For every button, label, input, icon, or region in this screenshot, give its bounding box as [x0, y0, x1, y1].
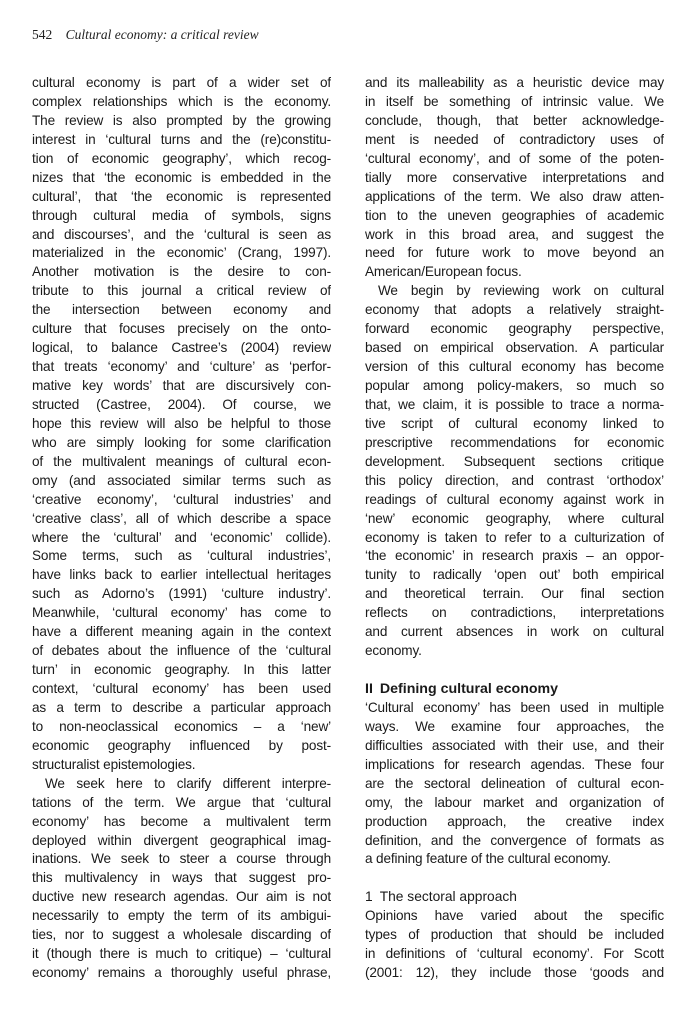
text-line: hope this review will also be helpful to those	[32, 415, 331, 431]
text-line: and discourses’, and the ‘cultural is seen as	[32, 226, 331, 242]
text-line: conclude, though, that better acknowledge-	[365, 112, 664, 128]
text-line: ‘creative economy’, ‘cultural industries’ and	[32, 491, 331, 507]
text-line: and theoretical terrain. Our final section	[365, 586, 664, 602]
text-line: ‘creative class’, all of which describe a space	[32, 510, 331, 526]
text-line: omy, the labour market and organization of	[365, 794, 664, 810]
spacer	[365, 661, 664, 680]
text-line: Some terms, such as ‘cultural industries’,	[32, 548, 331, 564]
text-line: and its malleability as a heuristic device may	[365, 75, 664, 90]
text-line: necessarily to empty the term of its ambigui-	[32, 908, 331, 924]
text-line: economy is taken to refer to a culturization of	[365, 529, 664, 545]
text-line: ways. We examine four approaches, the	[365, 718, 664, 734]
text-line: mative key words’ that are discursively con-	[32, 378, 331, 393]
text-line: inations. We seek to steer a course through	[32, 851, 331, 867]
text-line: economic geography influenced by post-	[32, 737, 331, 753]
section-heading	[365, 680, 664, 699]
text-line: development. Subsequent sections critique	[365, 453, 664, 469]
text-line: deployed within divergent geographical imag-	[32, 832, 331, 848]
text-line: that treats ‘economy’ and ‘culture’ as ‘perfor-	[32, 359, 331, 375]
text-line: ment is needed of contradictory uses of	[365, 131, 664, 147]
text-line: in itself be something of intrinsic value. We	[365, 93, 664, 109]
right-column	[365, 74, 664, 983]
text-line: economy’ has become a multivalent term	[32, 813, 331, 829]
text-line: need for future work to move beyond an	[365, 245, 664, 261]
running-head	[32, 27, 259, 43]
page-number: 542	[32, 27, 53, 42]
text-line: ties, nor to suggest a wholesale discarding of	[32, 927, 331, 943]
text-line: have links back to earlier intellectual heritages	[32, 567, 331, 583]
running-title: Cultural economy: a critical review	[65, 27, 259, 42]
text-line: The review is also prompted by the growing	[32, 112, 331, 128]
text-line: tially more conservative interpretations and	[365, 169, 664, 185]
text-line: interest in ‘cultural turns and the (re)constitu-	[32, 131, 331, 147]
text-line: ductive new research agendas. Our aim is not	[32, 889, 331, 905]
text-line: implications for research agendas. These four	[365, 756, 664, 772]
text-line: through cultural media of symbols, signs	[32, 207, 331, 223]
text-line: economy’ remains a thoroughly useful phrase,	[32, 965, 331, 981]
text-line: tunity to radically ‘open out’ both empirical	[365, 567, 664, 583]
text-line: where the ‘cultural’ and ‘economic’ collide).	[32, 529, 331, 545]
text-line: this policy direction, and contrast ‘orthodox’	[365, 472, 664, 488]
text-line: it (though there is much to critique) – ‘cultural	[32, 946, 331, 962]
text-line: have a different meaning again in the context	[32, 624, 331, 640]
text-line: that, we claim, it is possible to trace a norma-	[365, 396, 664, 412]
text-line: reflects on contradictions, interpretations	[365, 605, 664, 621]
text-line: difficulties associated with their use, and their	[365, 737, 664, 753]
text-line: popular among policy-makers, so much so	[365, 378, 664, 393]
text-line: We seek here to clarify different interpre-	[45, 775, 331, 791]
text-line: are the sectoral delineation of cultural econ-	[365, 775, 664, 791]
text-line: ‘cultural economy’, and of some of the poten-	[365, 150, 664, 166]
text-line: work in this broad area, and suggest the	[365, 226, 664, 242]
text-line: tribute to this journal a critical review of	[32, 283, 331, 299]
text-line: types of production that should be included	[365, 927, 664, 943]
text-line: economy that adopts a relatively straight-	[365, 302, 664, 318]
text-line: materialized in the economic’ (Crang, 1997).	[32, 245, 331, 261]
text-line: (2001: 12), they include those ‘goods and	[365, 965, 664, 981]
text-line: version of this cultural economy has become	[365, 359, 664, 375]
text-line: structuralist epistemologies.	[32, 756, 196, 772]
text-line: cultural economy is part of a wider set of	[32, 75, 331, 90]
section-title: Defining cultural economy	[379, 681, 559, 697]
text-line: based on empirical observation. A particular	[365, 340, 664, 356]
left-column	[32, 74, 331, 983]
text-line: tations of the term. We argue that ‘cultural	[32, 794, 331, 810]
text-line: to non-neoclassical economics – a ‘new’	[32, 718, 331, 734]
subsection-number: 1	[365, 889, 373, 905]
spacer	[365, 869, 664, 888]
text-line: omy (and associated similar terms such as	[32, 472, 331, 488]
text-line: this multivalency in ways that suggest pro-	[32, 870, 331, 886]
text-line: who are simply looking for some clarification	[32, 434, 331, 450]
text-line: tive script of cultural economy linked to	[365, 415, 664, 431]
text-line: forward economic geography perspective,	[365, 321, 664, 337]
text-line: ‘new’ economic geography, where cultural	[365, 510, 664, 526]
text-line: turn’ in economic geography. In this latter	[32, 662, 331, 678]
text-line: applications of the term. We also draw atten-	[365, 188, 664, 204]
text-line: American/European focus.	[365, 264, 522, 280]
section-number: II	[365, 681, 373, 697]
subsection-title: The sectoral approach	[379, 889, 517, 905]
text-line: economy.	[365, 643, 422, 659]
subsection-heading	[365, 888, 664, 907]
text-line: cultural’, that ‘the economic is represented	[32, 188, 331, 204]
text-line: tion to the uneven geographies of academic	[365, 207, 664, 223]
text-line: tion of economic geography’, which recog-	[32, 150, 331, 166]
text-line: readings of cultural economy against work in	[365, 491, 664, 507]
text-line: complex relationships which is the economy.	[32, 93, 331, 109]
text-line: the intersection between economy and	[32, 302, 331, 318]
text-line: Another motivation is the desire to con-	[32, 264, 331, 280]
text-line: Opinions have varied about the specific	[365, 908, 664, 924]
text-line: in definitions of ‘cultural economy’. For Scott	[365, 946, 664, 962]
text-line: of debates about the influence of the ‘cultural	[32, 643, 331, 659]
text-line: nizes that ‘the economic is embedded in the	[32, 169, 331, 185]
text-line: Meanwhile, ‘cultural economy’ has come to	[32, 605, 331, 621]
text-line: logical, to balance Castree’s (2004) review	[32, 340, 331, 356]
text-line: production approach, the creative index	[365, 813, 664, 829]
text-line: culture that focuses precisely on the onto-	[32, 321, 331, 337]
text-line: definition, and the convergence of formats as	[365, 832, 664, 848]
text-line: such as Adorno’s (1991) ‘culture industry’.	[32, 586, 331, 602]
text-line: structed (Castree, 2004). Of course, we	[32, 396, 331, 412]
text-line: prescriptive recommendations for economic	[365, 434, 664, 450]
text-line: ‘the economic’ in research praxis – an oppor-	[365, 548, 664, 564]
text-line: We begin by reviewing work on cultural	[378, 283, 664, 299]
text-line: as a term to describe a particular approach	[32, 699, 331, 715]
text-line: context, ‘cultural economy’ has been used	[32, 681, 331, 696]
text-line: ‘Cultural economy’ has been used in multiple	[365, 699, 664, 715]
text-line: and current absences in work on cultural	[365, 624, 664, 640]
text-line: of the multivalent meanings of cultural econ-	[32, 453, 331, 469]
text-line: a defining feature of the cultural economy.	[365, 851, 611, 867]
